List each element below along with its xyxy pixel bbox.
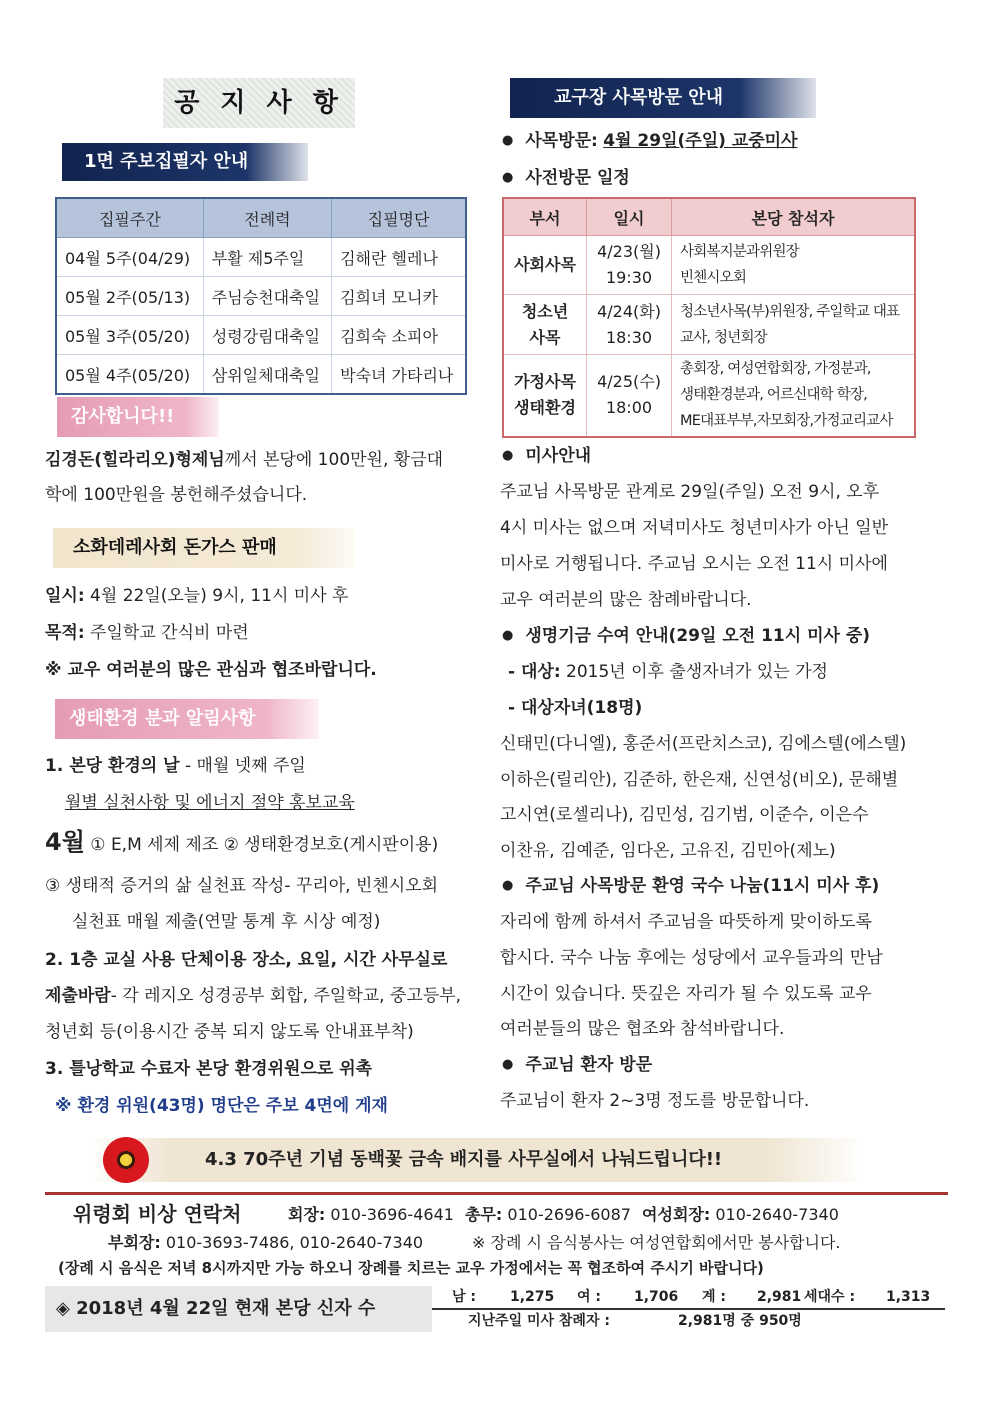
writers-table bbox=[55, 197, 467, 395]
eco-item-2 bbox=[45, 984, 461, 1008]
mass-text: 교우 여러분의 많은 참례바랍니다. bbox=[500, 590, 752, 610]
eco-section-header: 생태환경 분과 알림사항 bbox=[55, 699, 319, 739]
visit-value: 4월 29일(주일) 교중미사 bbox=[603, 131, 798, 151]
male-count: 1,275 bbox=[510, 1289, 555, 1305]
female-label: 여 : bbox=[577, 1289, 601, 1305]
mass-text: 주교님 사목방문 관계로 29일(주일) 오전 9시, 오후 bbox=[500, 482, 880, 502]
contacts-line-2 bbox=[108, 1231, 423, 1255]
sale-date-label: 일시: bbox=[45, 586, 85, 606]
eco-item-1-sub: 월별 실천사항 및 에너지 절약 홍보교육 bbox=[65, 793, 355, 813]
president-phone: 010-3696-4641 bbox=[325, 1205, 454, 1224]
attendees-line: 생태환경분과, 어르신대학 학장, bbox=[680, 387, 867, 404]
eco-item-2-text-2: 청년회 등(이용시간 중복 되지 않도록 안내표부착) bbox=[45, 1022, 414, 1042]
dept-cell bbox=[503, 295, 587, 355]
noodle-text: 여러분들의 많은 협조와 참석바랍니다. bbox=[500, 1019, 785, 1039]
table-cell: 김희숙 소피아 bbox=[332, 316, 466, 355]
life-fund-label: ● 생명기금 수여 안내(29일 오전 11시 미사 중) bbox=[502, 624, 870, 650]
visit-date: 4/25(수) bbox=[597, 372, 661, 392]
member-count-stats bbox=[432, 1286, 945, 1310]
households-label: 세대수 : bbox=[804, 1289, 856, 1305]
contacts-note-1: ※ 장례 시 음식봉사는 여성연합회에서만 봉사합니다. bbox=[472, 1233, 841, 1252]
table-cell: 박숙녀 가타리나 bbox=[332, 355, 466, 395]
total-count: 2,981 bbox=[757, 1289, 802, 1305]
attendees-line: 청소년사목(부)위원장, 주일학교 대표 bbox=[680, 303, 900, 320]
table-header: 집필명단 bbox=[332, 198, 466, 238]
eco-month-text: ① E,M 세제 제조 ② 생태환경보호(게시판이용) bbox=[84, 835, 439, 855]
visit-table bbox=[502, 197, 916, 438]
eco-item-2-title: 2. 1층 교실 사용 단체이용 장소, 요일, 시간 사무실로 bbox=[45, 950, 448, 970]
households-count: 1,313 bbox=[886, 1289, 931, 1305]
attendance-value: 2,981명 중 950명 bbox=[678, 1313, 802, 1329]
children-names: 고시연(로셀리나), 김민성, 김기범, 이준수, 이은수 bbox=[500, 805, 869, 825]
target-line bbox=[508, 660, 828, 684]
children-names: 이하은(릴리안), 김준하, 한은재, 신연성(비오), 문해별 bbox=[500, 770, 899, 790]
attendance-row bbox=[432, 1310, 945, 1332]
table-cell: 김해란 헬레나 bbox=[332, 238, 466, 277]
attendees-line: 교사, 청년회장 bbox=[680, 329, 767, 346]
eco-item-1 bbox=[45, 754, 306, 778]
table-cell: 04월 5주(04/29) bbox=[56, 238, 203, 277]
visit-label: 사목방문: bbox=[525, 131, 598, 151]
attendees-cell bbox=[672, 355, 916, 437]
attendees-line: 사회복지분과위원장 bbox=[680, 244, 799, 260]
women-phone: 010-2640-7340 bbox=[710, 1205, 839, 1224]
attendees-cell bbox=[672, 295, 916, 355]
table-header: 일시 bbox=[587, 198, 672, 236]
eco-item-3-sub: 실천표 매월 제출(연말 통계 후 시상 예정) bbox=[72, 912, 381, 932]
dept-name: 청소년 bbox=[521, 301, 569, 321]
sale-note: ※ 교우 여러분의 많은 관심과 협조바랍니다. bbox=[45, 660, 377, 680]
visit-date: 4/24(화) bbox=[597, 301, 661, 321]
table-cell: 05월 4주(05/20) bbox=[56, 355, 203, 395]
thanks-section-header: 감사합니다!! bbox=[57, 397, 219, 437]
pre-visit-label: ● 사전방문 일정 bbox=[502, 166, 630, 192]
visit-time: 19:30 bbox=[605, 268, 653, 287]
table-cell: 주님승천대축일 bbox=[203, 277, 331, 316]
target-value: 2015년 이후 출생자녀가 있는 가정 bbox=[560, 662, 828, 682]
donor-name: 김경돈(힐라리오)형제님 bbox=[45, 450, 225, 470]
children-names: 신태민(다니엘), 홍준서(프란치스코), 김에스텔(에스텔) bbox=[500, 734, 907, 754]
table-row bbox=[56, 316, 466, 355]
patient-text: 주교님이 환자 2~3명 정도를 방문합니다. bbox=[500, 1091, 810, 1111]
table-cell: 05월 2주(05/13) bbox=[56, 277, 203, 316]
writers-section-header: 1면 주보집필자 안내 bbox=[62, 143, 308, 181]
visit-section-header: 교구장 사목방문 안내 bbox=[510, 78, 816, 118]
sale-date-value: 4월 22일(오늘) 9시, 11시 미사 후 bbox=[84, 586, 349, 606]
eco-note: ※ 환경 위원(43명) 명단은 주보 4면에 게재 bbox=[55, 1096, 388, 1116]
attendees-line: 빈첸시오회 bbox=[680, 270, 747, 286]
mass-text: 4시 미사는 없으며 저녁미사도 청년미사가 아닌 일반 bbox=[500, 518, 889, 538]
eco-item-3-title: 3. 틀낭학교 수료자 본당 환경위원으로 위촉 bbox=[45, 1059, 373, 1079]
when-cell bbox=[587, 236, 672, 295]
president-label: 회장: bbox=[288, 1205, 326, 1224]
eco-item-3: ③ 생태적 증거의 삶 실천표 작성- 꾸리아, 빈첸시오회 bbox=[45, 876, 439, 896]
when-cell bbox=[587, 355, 672, 437]
patient-label: ● 주교님 환자 방문 bbox=[502, 1053, 652, 1079]
vice-phone: 010-3693-7486, 010-2640-7340 bbox=[160, 1233, 424, 1252]
table-cell: 삼위일체대축일 bbox=[203, 355, 331, 395]
sale-purpose-label: 목적: bbox=[45, 623, 85, 643]
notice-title: 공 지 사 항 bbox=[163, 78, 355, 128]
dept-name: 생태환경 bbox=[514, 398, 576, 418]
eco-month: 4월 bbox=[45, 828, 85, 856]
sale-purpose-value: 주일학교 간식비 마련 bbox=[84, 623, 249, 643]
table-header: 집필주간 bbox=[56, 198, 203, 238]
eco-item-1-title: 1. 본당 환경의 날 bbox=[45, 756, 180, 776]
member-count-label: ◈ 2018년 4월 22일 현재 본당 신자 수 bbox=[56, 1298, 376, 1319]
visit-time: 18:00 bbox=[605, 398, 653, 418]
noodle-text: 합시다. 국수 나눔 후에는 성당에서 교우들과의 만남 bbox=[500, 948, 883, 968]
dept-name: 가정사목 bbox=[514, 372, 576, 392]
eco-item-2-text: - 각 레지오 성경공부 회합, 주일학교, 중고등부, bbox=[110, 986, 462, 1006]
secretary-phone: 010-2696-6087 bbox=[502, 1205, 631, 1224]
vice-label: 부회장: bbox=[108, 1233, 161, 1252]
when-cell bbox=[587, 295, 672, 355]
dept-name: 사목 bbox=[529, 327, 561, 347]
table-row bbox=[56, 277, 466, 316]
table-header: 전례력 bbox=[203, 198, 331, 238]
visit-line bbox=[502, 129, 798, 155]
table-header: 본당 참석자 bbox=[672, 198, 916, 236]
sale-section-header: 소화데레사회 돈가스 판매 bbox=[53, 528, 355, 568]
table-cell: 성령강림대축일 bbox=[203, 316, 331, 355]
table-cell: 김희녀 모니카 bbox=[332, 277, 466, 316]
visit-time: 18:30 bbox=[605, 327, 653, 347]
table-row bbox=[503, 355, 915, 437]
eco-item-1-text: - 매월 넷째 주일 bbox=[179, 756, 306, 776]
eco-month-line bbox=[45, 830, 438, 857]
eco-item-2-title-2: 제출바람 bbox=[45, 986, 111, 1006]
table-row bbox=[503, 236, 915, 295]
attendees-cell bbox=[672, 236, 916, 295]
attendees-line: 총회장, 여성연합회장, 가정분과, bbox=[680, 361, 871, 378]
table-row bbox=[56, 355, 466, 395]
dept-cell bbox=[503, 236, 587, 295]
thanks-text-2: 학에 100만원을 봉헌해주셨습니다. bbox=[45, 485, 308, 505]
secretary-label: 총무: bbox=[465, 1205, 503, 1224]
divider bbox=[45, 1192, 948, 1195]
dept-name: 사회사목 bbox=[514, 255, 576, 274]
noodle-text: 시간이 있습니다. 뜻깊은 자리가 될 수 있도록 교우 bbox=[500, 984, 872, 1004]
children-names: 이찬유, 김예준, 임다온, 고유진, 김민아(제노) bbox=[500, 841, 836, 861]
table-cell: 부활 제5주일 bbox=[203, 238, 331, 277]
thanks-text bbox=[45, 448, 443, 472]
children-label: - 대상자녀(18명) bbox=[508, 698, 643, 718]
target-label: - 대상: bbox=[508, 662, 561, 682]
sale-date bbox=[45, 584, 348, 608]
contacts-note-2: (장례 시 음식은 저녁 8시까지만 가능 하오니 장례를 치르는 교우 가정에서는 꼭 협조하여 주시기 바랍니다) bbox=[58, 1259, 764, 1277]
sale-purpose bbox=[45, 621, 249, 645]
women-label: 여성회장: bbox=[642, 1205, 711, 1224]
contacts-title: 위령회 비상 연락처 bbox=[73, 1202, 242, 1226]
table-row bbox=[56, 238, 466, 277]
table-header: 부서 bbox=[503, 198, 587, 236]
contacts-line-1 bbox=[288, 1203, 839, 1227]
thanks-text-1: 께서 본당에 100만원, 황금대 bbox=[224, 450, 444, 470]
attendees-line: ME대표부부,자모회장,가정교리교사 bbox=[680, 413, 893, 430]
table-cell: 05월 3주(05/20) bbox=[56, 316, 203, 355]
camellia-icon bbox=[103, 1137, 149, 1183]
table-row bbox=[503, 295, 915, 355]
visit-date: 4/23(월) bbox=[597, 242, 661, 261]
mass-text: 미사로 거행됩니다. 주교님 오시는 오전 11시 미사에 bbox=[500, 554, 888, 574]
noodle-text: 자리에 함께 하셔서 주교님을 따뜻하게 맞이하도록 bbox=[500, 912, 872, 932]
mass-label: ● 미사안내 bbox=[502, 444, 591, 470]
dept-cell bbox=[503, 355, 587, 437]
badge-banner: 4.3 70주년 기념 동백꽃 금속 배지를 사무실에서 나눠드립니다!! bbox=[95, 1138, 857, 1182]
total-label: 계 : bbox=[702, 1289, 726, 1305]
female-count: 1,706 bbox=[634, 1289, 679, 1305]
attendance-label: 지난주일 미사 참례자 : bbox=[468, 1313, 610, 1329]
male-label: 남 : bbox=[452, 1289, 476, 1305]
noodle-label: ● 주교님 사목방문 환영 국수 나눔(11시 미사 후) bbox=[502, 874, 879, 900]
